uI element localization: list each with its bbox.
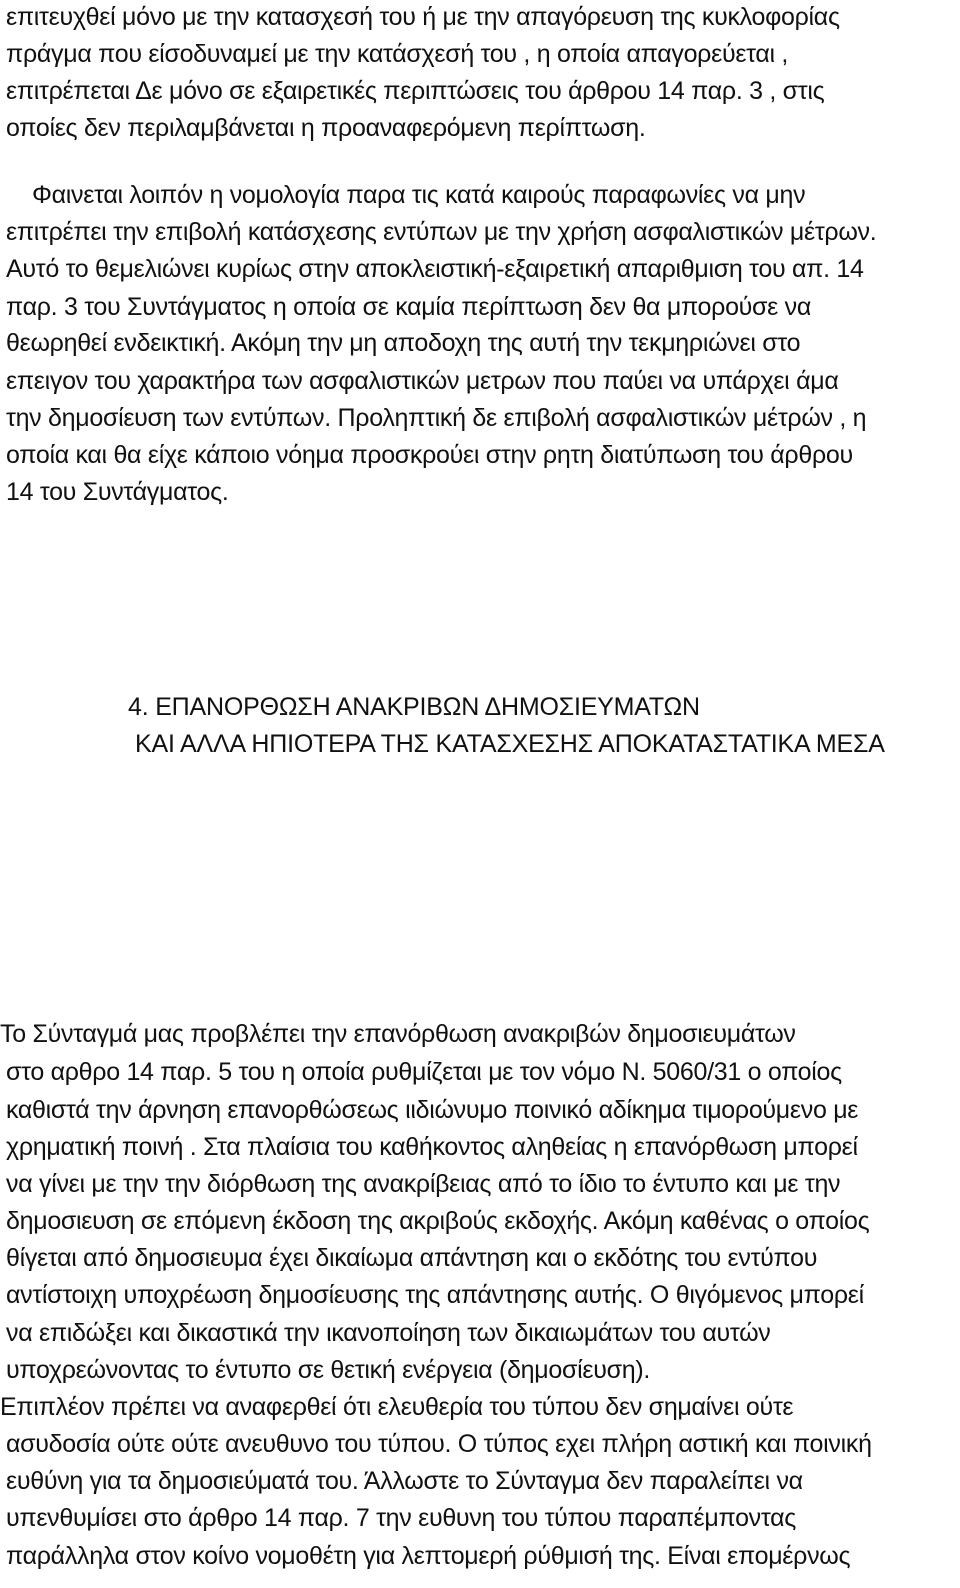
paragraph-line: οποία και θα είχε κάποιο νόημα προσκρούει στην ρητη διατύπωση του άρθρου	[6, 441, 853, 469]
paragraph-line: θίγεται από δημοσιευμα έχει δικαίωμα απάντηση και ο εκδότης του εντύπου	[6, 1244, 818, 1272]
paragraph-line: καθιστά την άρνηση επανορθώσεως ιιδιώνυμο ποινικό αδίκημα τιμορούμενο με	[6, 1096, 859, 1124]
paragraph-line: θεωρηθεί ενδεικτική. Ακόμη την μη αποδοχη της αυτή την τεκμηριώνει στο	[6, 329, 801, 357]
paragraph-line: την δημοσίευση των εντύπων. Προληπτική δε επιβολή ασφαλιστικών μέτρών , η	[6, 404, 867, 432]
paragraph-line: πράγμα που είσοδυναμεί με την κατάσχεσή του , η οποία απαγορεύεται ,	[6, 40, 789, 68]
paragraph-line: να γίνει με την την διόρθωση της ανακρίβειας από το ίδιο το έντυπο και με την	[6, 1170, 841, 1198]
paragraph-line: επιτρέπεται Δε μόνο σε εξαιρετικές περιπτώσεις του άρθρου 14 παρ. 3 , στις	[6, 77, 825, 105]
paragraph-line: επιτρέπει την επιβολή κατάσχεσης εντύπων με την χρήση ασφαλιστικών μέτρων.	[6, 218, 877, 246]
section-heading-line: 4. ΕΠΑΝΟΡΘΩΣΗ ΑΝΑΚΡΙΒΩΝ ΔΗΜΟΣΙΕΥΜΑΤΩΝ	[128, 693, 700, 721]
paragraph-line: δημοσιευση σε επόμενη έκδοση της ακριβούς εκδοχής. Ακόμη καθένας ο οποίος	[6, 1207, 870, 1235]
paragraph-line: επιτευχθεί μόνο με την κατασχεσή του ή με την απαγόρευση της κυκλοφορίας	[6, 3, 840, 31]
paragraph-line: αντίστοιχη υποχρέωση δημοσίευσης της απάντησης αυτής. Ο θιγόμενος μπορεί	[6, 1281, 864, 1309]
section-heading-line: ΚΑΙ ΑΛΛΑ ΗΠΙΟΤΕΡΑ ΤΗΣ ΚΑΤΑΣΧΕΣΗΣ ΑΠΟΚΑΤΑΣΤΑΤΙΚΑ ΜΕΣΑ	[135, 730, 885, 758]
paragraph-line: να επιδώξει και δικαστικά την ικανοποίηση των δικαιωμάτων του αυτών	[6, 1319, 771, 1347]
paragraph-line: υποχρεώνοντας το έντυπο σε θετική ενέργεια (δημοσίευση).	[6, 1356, 651, 1384]
paragraph-line: Επιπλέον πρέπει να αναφερθεί ότι ελευθερία του τύπου δεν σημαίνει ούτε	[0, 1393, 794, 1421]
paragraph-line: ευθύνη για τα δημοσιεύματά του. Άλλωστε το Σύνταγμα δεν παραλείπει να	[6, 1467, 803, 1495]
paragraph-line: 14 του Συντάγματος.	[6, 478, 229, 506]
paragraph-line: επειγον του χαρακτήρα των ασφαλιστικών μετρων που παύει να υπάρχει άμα	[6, 367, 839, 395]
paragraph-line: ασυδοσία ούτε ούτε ανευθυνο του τύπου. Ο τύπος εχει πλήρη αστική και ποινική	[6, 1430, 872, 1458]
paragraph-line: παρ. 3 του Συντάγματος η οποία σε καμία περίπτωση δεν θα μπορούσε να	[6, 293, 812, 321]
paragraph-line: οποίες δεν περιλαμβάνεται η προαναφερόμενη περίπτωση.	[6, 114, 646, 142]
paragraph-line: παράλληλα στον κοίνο νομοθέτη για λεπτομερή ρύθμισή της. Είναι επομέρνως	[6, 1542, 851, 1570]
paragraph-line: Αυτό το θεμελιώνει κυρίως στην αποκλειστική-εξαιρετική απαριθμιση του απ. 14	[6, 255, 864, 283]
paragraph-line: Φαινεται λοιπόν η νομολογία παρα τις κατά καιρούς παραφωνίες να μην	[32, 181, 806, 209]
paragraph-line: υπενθυμίσει στο άρθρο 14 παρ. 7 την ευθυνη του τύπου παραπέμποντας	[6, 1504, 797, 1532]
paragraph-line: Το Σύνταγμά μας προβλέπει την επανόρθωση ανακριβών δημοσιευμάτων	[0, 1020, 796, 1048]
paragraph-line: χρηματική ποινή . Στα πλαίσια του καθήκοντος αληθείας η επανόρθωση μπορεί	[6, 1133, 858, 1161]
paragraph-line: στο αρθρο 14 παρ. 5 του η οποία ρυθμίζεται με τον νόμο Ν. 5060/31 ο οποίος	[6, 1058, 842, 1086]
